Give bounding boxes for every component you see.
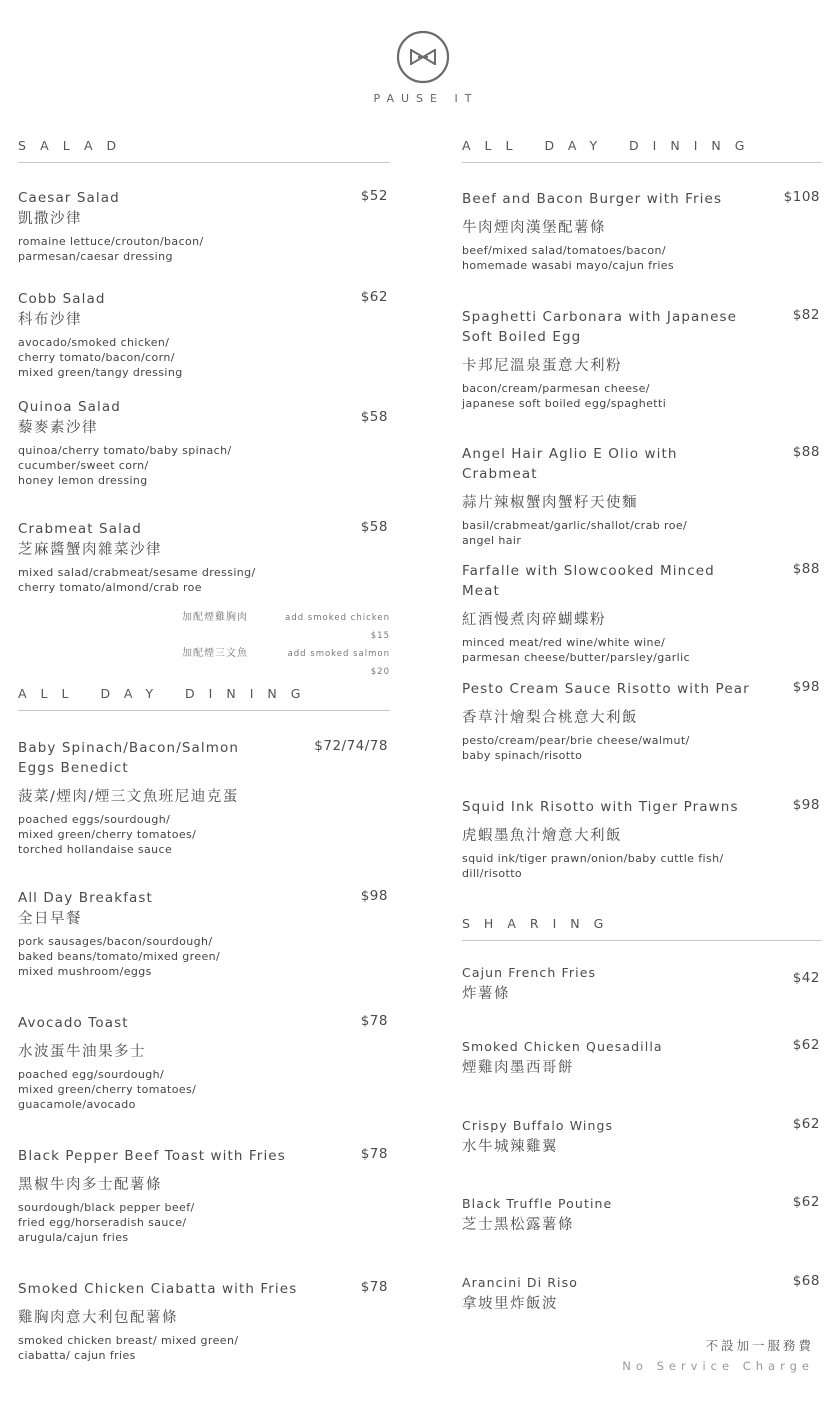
addon-name: add smoked chicken $15 bbox=[285, 613, 390, 641]
item-name-chinese: 科布沙律 bbox=[18, 312, 82, 328]
item-name: Black Pepper Beef Toast with Fries bbox=[18, 1148, 286, 1164]
menu-item bbox=[18, 1279, 390, 1363]
item-name: Crabmeat Salad bbox=[18, 521, 142, 537]
item-name-chinese: 香草汁燴梨合桃意大利飯 bbox=[462, 710, 638, 726]
menu-item bbox=[18, 1013, 390, 1112]
menu-item bbox=[462, 797, 822, 881]
menu-item bbox=[462, 1194, 822, 1236]
menu-item bbox=[18, 888, 390, 979]
item-description: minced meat/red wine/white wine/ parmesan cheese/butter/parsley/garlic bbox=[462, 636, 691, 664]
menu-item bbox=[18, 289, 390, 380]
section-title-all-day-dining: ALL DAY DINING bbox=[18, 686, 390, 711]
item-name-chinese: 煙雞肉墨西哥餅 bbox=[462, 1060, 574, 1076]
item-name: Baby Spinach/Bacon/Salmon Eggs Benedict bbox=[18, 740, 240, 776]
item-name-chinese: 芝士黑松露薯條 bbox=[462, 1217, 574, 1233]
item-price: $62 bbox=[792, 1116, 820, 1132]
item-description: romaine lettuce/crouton/bacon/ parmesan/caesar dressing bbox=[18, 235, 204, 263]
item-name-chinese: 凱撒沙律 bbox=[18, 211, 82, 227]
item-description: basil/crabmeat/garlic/shallot/crab roe/ angel hair bbox=[462, 519, 688, 547]
item-price: $72/74/78 bbox=[314, 738, 388, 754]
item-description: pork sausages/bacon/sourdough/ baked beans/tomato/mixed green/ mixed mushroom/eggs bbox=[18, 935, 221, 978]
item-price: $108 bbox=[783, 189, 820, 205]
item-description: avocado/smoked chicken/ cherry tomato/bacon/corn/ mixed green/tangy dressing bbox=[18, 336, 183, 379]
addon-list bbox=[182, 609, 390, 681]
menu-item bbox=[462, 189, 822, 273]
item-price: $88 bbox=[792, 444, 820, 460]
item-name-chinese: 黑椒牛肉多士配薯條 bbox=[18, 1177, 162, 1193]
item-name: Smoked Chicken Ciabatta with Fries bbox=[18, 1281, 298, 1297]
item-name: Cajun French Fries bbox=[462, 965, 597, 980]
item-name-chinese: 菠菜/煙肉/煙三文魚班尼迪克蛋 bbox=[18, 789, 239, 805]
menu-item bbox=[18, 397, 390, 488]
addon-name-chinese: 加配煙雞胸肉 bbox=[182, 612, 248, 623]
item-description: smoked chicken breast/ mixed green/ ciabatta/ cajun fries bbox=[18, 1334, 239, 1362]
item-description: beef/mixed salad/tomatoes/bacon/ homemade wasabi mayo/cajun fries bbox=[462, 244, 675, 272]
item-name-chinese: 虎蝦墨魚汁燴意大利飯 bbox=[462, 828, 622, 844]
item-price: $62 bbox=[792, 1037, 820, 1053]
item-price: $98 bbox=[792, 679, 820, 695]
service-charge-note bbox=[622, 1336, 814, 1376]
item-description: mixed salad/crabmeat/sesame dressing/ cherry tomato/almond/crab roe bbox=[18, 566, 256, 594]
item-description: pesto/cream/pear/brie cheese/walmut/ baby spinach/risotto bbox=[462, 734, 690, 762]
menu-item bbox=[462, 963, 822, 1005]
item-name: Crispy Buffalo Wings bbox=[462, 1118, 614, 1133]
menu-item bbox=[462, 1037, 822, 1079]
item-name: Farfalle with Slowcooked Minced Meat bbox=[462, 563, 715, 599]
section-title-sharing: SHARING bbox=[462, 916, 822, 941]
menu-item bbox=[18, 1146, 390, 1245]
item-name: Spaghetti Carbonara with Japanese Soft Boiled Egg bbox=[462, 309, 738, 345]
item-description: bacon/cream/parmesan cheese/ japanese soft boiled egg/spaghetti bbox=[462, 382, 667, 410]
item-price: $78 bbox=[360, 1146, 388, 1162]
section-title-salad: SALAD bbox=[18, 138, 390, 163]
item-name: Caesar Salad bbox=[18, 190, 120, 206]
bowtie-circle-logo-icon bbox=[396, 30, 450, 84]
item-name-chinese: 拿坡里炸飯波 bbox=[462, 1296, 558, 1312]
item-name-chinese: 炸薯條 bbox=[462, 986, 510, 1002]
item-name: Cobb Salad bbox=[18, 291, 106, 307]
item-name: Squid Ink Risotto with Tiger Prawns bbox=[462, 799, 739, 815]
item-price: $78 bbox=[360, 1279, 388, 1295]
item-name: Angel Hair Aglio E Olio with Crabmeat bbox=[462, 446, 678, 482]
item-name: All Day Breakfast bbox=[18, 890, 153, 906]
item-price: $42 bbox=[792, 970, 820, 986]
menu-item bbox=[462, 307, 822, 411]
service-charge-chinese: 不設加一服務費 bbox=[705, 1338, 814, 1353]
addon-row bbox=[182, 609, 390, 645]
item-name: Pesto Cream Sauce Risotto with Pear bbox=[462, 681, 750, 697]
item-price: $88 bbox=[792, 561, 820, 577]
brand-name: PAUSE IT bbox=[373, 92, 479, 105]
item-name-chinese: 芝麻醬蟹肉雜菜沙律 bbox=[18, 542, 162, 558]
item-price: $58 bbox=[360, 409, 388, 425]
menu-item bbox=[462, 1116, 822, 1158]
item-name: Beef and Bacon Burger with Fries bbox=[462, 191, 723, 207]
menu-item bbox=[462, 561, 822, 665]
menu-item bbox=[18, 188, 390, 264]
item-description: squid ink/tiger prawn/onion/baby cuttle fish/ dill/risotto bbox=[462, 852, 724, 880]
item-price: $98 bbox=[360, 888, 388, 904]
item-name-chinese: 蒜片辣椒蟹肉蟹籽天使麵 bbox=[462, 495, 638, 511]
item-price: $82 bbox=[792, 307, 820, 323]
menu-item bbox=[462, 444, 822, 548]
item-name-chinese: 卡邦尼溫泉蛋意大利粉 bbox=[462, 358, 622, 374]
item-price: $78 bbox=[360, 1013, 388, 1029]
addon-name-chinese: 加配煙三文魚 bbox=[182, 648, 248, 659]
addon-name: add smoked salmon $20 bbox=[287, 649, 390, 677]
item-price: $68 bbox=[792, 1273, 820, 1289]
item-name: Arancini Di Riso bbox=[462, 1275, 578, 1290]
menu-item bbox=[18, 519, 390, 595]
item-description: poached egg/sourdough/ mixed green/cherry tomatoes/ guacamole/avocado bbox=[18, 1068, 197, 1111]
addon-row bbox=[182, 645, 390, 681]
item-name-chinese: 水波蛋牛油果多士 bbox=[18, 1044, 146, 1060]
item-name-chinese: 雞胸肉意大利包配薯條 bbox=[18, 1310, 178, 1326]
menu-item bbox=[462, 1273, 822, 1315]
item-name-chinese: 藜麥素沙律 bbox=[18, 420, 98, 436]
item-name-chinese: 紅酒慢煮肉碎蝴蝶粉 bbox=[462, 612, 606, 628]
section-title-all-day-dining: ALL DAY DINING bbox=[462, 138, 822, 163]
item-name: Smoked Chicken Quesadilla bbox=[462, 1039, 663, 1054]
item-name-chinese: 水牛城辣雞翼 bbox=[462, 1139, 558, 1155]
item-description: sourdough/black pepper beef/ fried egg/horseradish sauce/ arugula/cajun fries bbox=[18, 1201, 195, 1244]
item-name-chinese: 牛肉煙肉漢堡配薯條 bbox=[462, 220, 606, 236]
item-price: $58 bbox=[360, 519, 388, 535]
item-price: $98 bbox=[792, 797, 820, 813]
item-price: $62 bbox=[360, 289, 388, 305]
item-name: Avocado Toast bbox=[18, 1015, 129, 1031]
item-name: Black Truffle Poutine bbox=[462, 1196, 613, 1211]
item-price: $62 bbox=[792, 1194, 820, 1210]
item-name-chinese: 全日早餐 bbox=[18, 911, 82, 927]
menu-item bbox=[462, 679, 822, 763]
item-price: $52 bbox=[360, 188, 388, 204]
item-name: Quinoa Salad bbox=[18, 399, 121, 415]
item-description: quinoa/cherry tomato/baby spinach/ cucumber/sweet corn/ honey lemon dressing bbox=[18, 444, 232, 487]
item-description: poached eggs/sourdough/ mixed green/cherry tomatoes/ torched hollandaise sauce bbox=[18, 813, 197, 856]
menu-item bbox=[18, 738, 390, 857]
service-charge-english: No Service Charge bbox=[622, 1359, 814, 1373]
